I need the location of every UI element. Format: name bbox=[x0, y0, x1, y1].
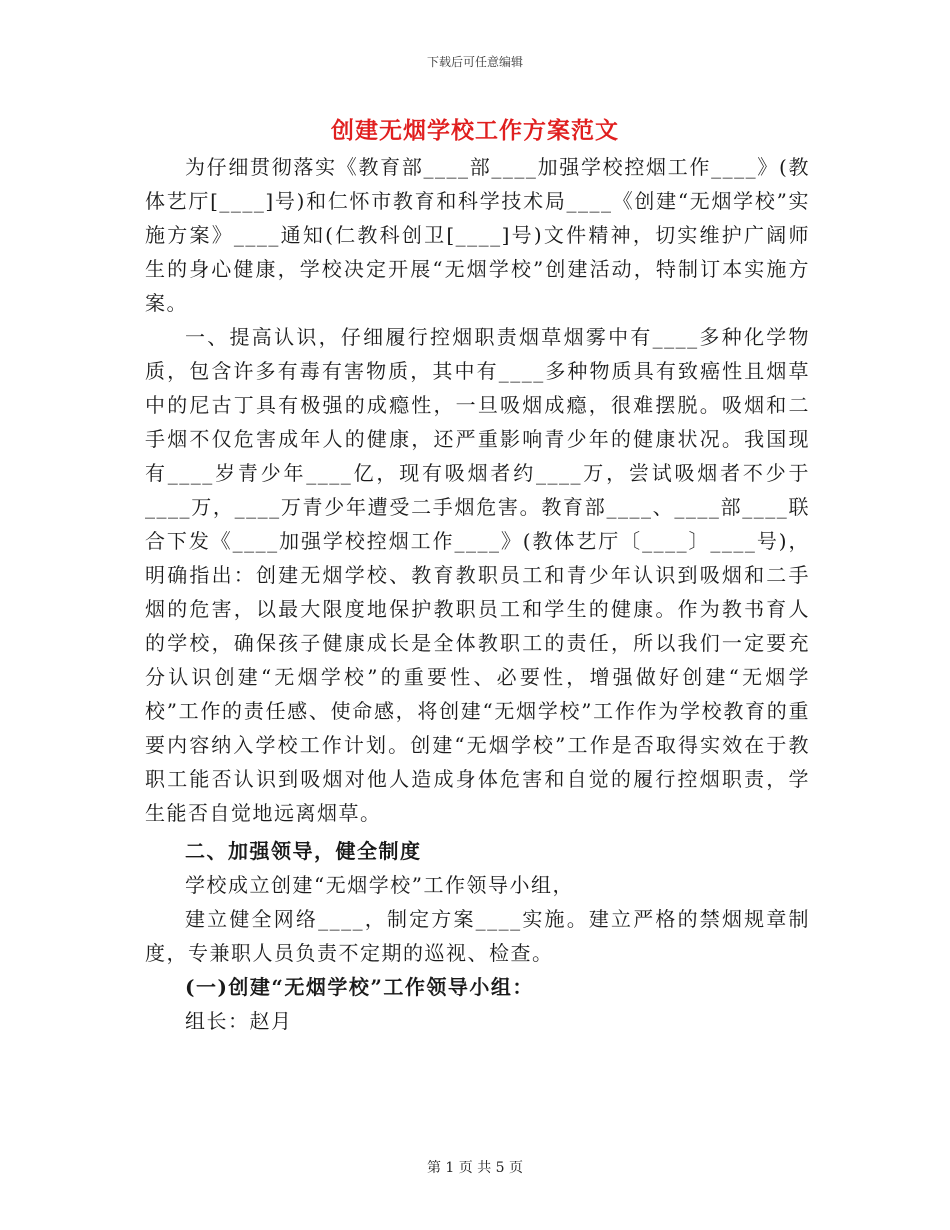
subsection-heading-1: (一)创建“无烟学校”工作领导小组： bbox=[185, 975, 534, 999]
section-heading-2: 二、加强领导，健全制度 bbox=[185, 839, 422, 863]
page-header: 下载后可任意编辑 bbox=[426, 55, 523, 69]
paragraph-network: 建立健全网络____，制定方案____实施。建立严格的禁烟规章制度，专兼职人员负责不定期的巡视、检查。 bbox=[145, 907, 810, 965]
page-footer: 第 1 页 共 5 页 bbox=[426, 1160, 524, 1176]
document-body bbox=[145, 150, 810, 1038]
paragraph-group-leader: 组长：赵月 bbox=[185, 1009, 293, 1033]
paragraph-leadership-group: 学校成立创建“无烟学校”工作领导小组， bbox=[185, 873, 574, 897]
paragraph-intro: 为仔细贯彻落实《教育部____部____加强学校控烟工作____》(教体艺厅[____]号)和仁怀市教育和科学技术局____《创建“无烟学校”实施方案》____通知(仁教科创卫[____]号)文件精神，切实维护广阔师生的身心健康，学校决定开展“无烟学校”创建活动，特制订本实施方案。 bbox=[145, 155, 810, 315]
document-title: 创建无烟学校工作方案范文 bbox=[331, 117, 619, 144]
paragraph-section-1: 一、提高认识，仔细履行控烟职责烟草烟雾中有____多种化学物质，包含许多有毒有害物质，其中有____多种物质具有致癌性且烟草中的尼古丁具有极强的成瘾性，一旦吸烟成瘾，很难摆脱。吸烟和二手烟不仅危害成年人的健康，还严重影响青少年的健康状况。我国现有____岁青少年____亿，现有吸烟者约____万，尝试吸烟者不少于____万，____万青少年遭受二手烟危害。教育部____、____部____联合下发《____加强学校控烟工作____》(教体艺厅〔____〕____号)，明确指出：创建无烟学校、教育教职员工和青少年认识到吸烟和二手烟的危害，以最大限度地保护教职员工和学生的健康。作为教书育人的学校，确保孩子健康成长是全体教职工的责任，所以我们一定要充分认识创建“无烟学校”的重要性、必要性，增强做好创建“无烟学校”工作的责任感、使命感，将创建“无烟学校”工作作为学校教育的重要内容纳入学校工作计划。创建“无烟学校”工作是否取得实效在于教职工能否认识到吸烟对他人造成身体危害和自觉的履行控烟职责，学生能否自觉地远离烟草。 bbox=[145, 325, 810, 825]
